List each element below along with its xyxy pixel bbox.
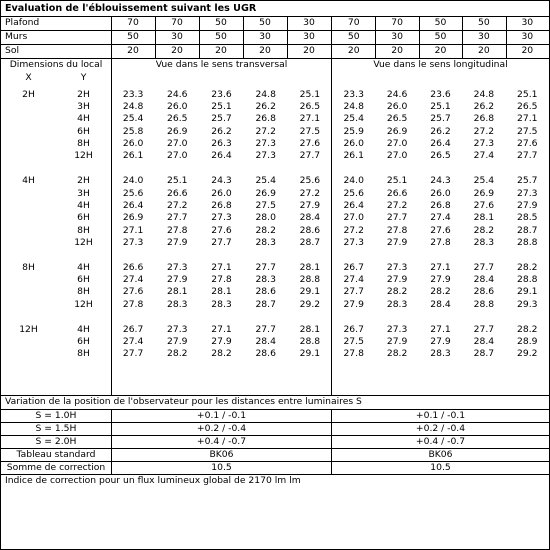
room-y-value: 6H [77,125,90,137]
ugr-longitudinal-value: 26.8 [430,199,451,211]
ugr-transversal-value: 24.8 [255,88,276,100]
ugr-longitudinal-value: 27.9 [430,336,451,347]
ugr-transversal-value: 26.8 [211,199,232,211]
param-value: 50 [434,17,447,29]
ugr-longitudinal-value: 26.8 [473,113,495,125]
param-value: 30 [171,31,183,43]
ugr-longitudinal-value: 27.2 [343,224,364,236]
ugr-transversal-value: 26.1 [122,150,144,162]
variation-longitudinal: +0.2 / -0.4 [415,422,466,434]
ugr-longitudinal-value: 25.1 [430,100,451,112]
room-y-value: 6H [77,212,90,224]
ugr-transversal-value: 25.4 [255,175,276,187]
param-label: Murs [5,31,28,43]
ugr-transversal-value: 27.1 [211,323,232,335]
param-value: 20 [215,45,227,57]
room-x-value: 4H [22,175,35,187]
ugr-longitudinal-value: 24.3 [430,175,451,187]
table-rule [331,16,332,58]
ugr-transversal-value: 27.9 [167,274,188,286]
room-y-value: 12H [74,236,93,248]
param-value: 20 [303,45,315,57]
ugr-longitudinal-value: 28.3 [473,236,495,248]
variation-longitudinal: +0.4 / -0.7 [415,435,466,447]
ugr-transversal-value: 27.1 [211,261,232,273]
ugr-longitudinal-value: 29.1 [517,286,538,298]
ugr-longitudinal-value: 25.6 [343,187,364,199]
ugr-longitudinal-value: 26.2 [430,125,451,137]
ugr-longitudinal-value: 28.8 [517,236,538,248]
correction-transversal: 10.5 [211,461,232,473]
ugr-longitudinal-value: 26.1 [343,150,364,162]
ugr-longitudinal-value: 27.1 [517,113,538,125]
ugr-transversal-value: 28.1 [211,286,232,298]
ugr-transversal-value: 27.9 [211,336,232,347]
param-value: 20 [434,45,447,57]
param-value: 50 [478,17,490,29]
table-rule [462,16,463,58]
room-y-value: 8H [77,224,90,236]
x-label: X [25,72,32,84]
ugr-transversal-value: 28.3 [255,236,276,248]
spacing-label: S = 2.0H [35,435,77,447]
dims-label: Dimensions du local [9,59,103,71]
table-rule [331,58,332,395]
ugr-longitudinal-value: 27.9 [517,199,538,211]
ugr-longitudinal-value: 27.1 [430,261,451,273]
ugr-transversal-value: 26.5 [167,113,188,125]
ugr-transversal-value: 27.3 [122,236,144,248]
ugr-longitudinal-value: 29.2 [517,348,538,360]
ugr-longitudinal-value: 26.4 [343,199,364,211]
ugr-longitudinal-value: 25.1 [517,88,538,100]
ugr-transversal-value: 27.6 [299,137,321,149]
variation-transversal: +0.2 / -0.4 [196,422,247,434]
ugr-transversal-value: 29.1 [299,286,321,298]
ugr-transversal-value: 27.7 [299,150,321,162]
view-longitudinal-label: Vue dans le sens longitudinal [373,59,508,71]
ugr-longitudinal-value: 27.3 [386,261,408,273]
ugr-transversal-value: 26.5 [299,100,321,112]
ugr-longitudinal-value: 28.8 [473,298,495,310]
ugr-transversal-value: 26.3 [211,137,232,149]
ugr-transversal-value: 25.4 [122,113,144,125]
room-y-value: 4H [77,261,90,273]
param-value: 20 [347,45,360,57]
ugr-transversal-value: 28.6 [299,224,321,236]
param-value: 70 [127,17,139,29]
ugr-transversal-value: 29.1 [299,348,321,360]
ugr-transversal-value: 27.2 [167,199,188,211]
ugr-longitudinal-value: 28.4 [473,336,495,347]
ugr-transversal-value: 27.7 [255,323,276,335]
ugr-transversal-value: 28.0 [255,212,276,224]
ugr-transversal-value: 28.2 [167,348,188,360]
ugr-longitudinal-value: 27.3 [386,323,408,335]
room-y-value: 8H [77,286,90,298]
standard-transversal: BK06 [209,448,234,460]
ugr-transversal-value: 28.2 [255,224,276,236]
ugr-longitudinal-value: 29.3 [517,298,538,310]
ugr-transversal-value: 24.3 [211,175,232,187]
spacing-label: S = 1.0H [35,409,77,421]
ugr-longitudinal-value: 28.3 [430,348,451,360]
ugr-transversal-value: 28.8 [299,336,321,347]
ugr-transversal-value: 26.9 [167,125,188,137]
ugr-longitudinal-value: 28.4 [430,298,451,310]
param-value: 30 [303,31,315,43]
table-rule [287,16,288,58]
param-value: 20 [171,45,183,57]
ugr-transversal-value: 27.5 [299,125,321,137]
ugr-longitudinal-value: 26.5 [430,150,451,162]
ugr-transversal-value: 25.1 [211,100,232,112]
room-x-value: 8H [22,261,35,273]
ugr-longitudinal-value: 25.4 [473,175,495,187]
ugr-longitudinal-value: 27.0 [386,150,408,162]
ugr-transversal-value: 28.4 [255,336,276,347]
ugr-longitudinal-value: 27.3 [517,187,538,199]
ugr-longitudinal-value: 27.4 [343,274,364,286]
ugr-longitudinal-value: 27.7 [517,150,538,162]
room-x-value: 12H [19,323,38,335]
ugr-longitudinal-value: 27.9 [386,236,408,248]
footer-note: Indice de correction pour un flux lumineux global de 2170 lm lm [5,475,301,487]
ugr-longitudinal-value: 24.8 [343,100,364,112]
ugr-longitudinal-value: 28.2 [473,224,495,236]
ugr-transversal-value: 27.1 [299,113,321,125]
ugr-longitudinal-value: 28.1 [473,212,495,224]
ugr-longitudinal-value: 27.8 [386,224,408,236]
ugr-transversal-value: 26.0 [211,187,232,199]
variation-transversal: +0.4 / -0.7 [196,435,247,447]
ugr-transversal-value: 27.3 [167,261,188,273]
ugr-longitudinal-value: 27.7 [386,212,408,224]
room-y-value: 4H [77,323,90,335]
ugr-longitudinal-value: 24.0 [343,175,364,187]
ugr-transversal-value: 27.0 [167,137,188,149]
ugr-transversal-value: 27.8 [122,298,144,310]
ugr-longitudinal-value: 27.7 [473,323,495,335]
ugr-longitudinal-value: 28.2 [386,348,408,360]
ugr-transversal-value: 25.6 [299,175,321,187]
ugr-transversal-value: 28.7 [255,298,276,310]
ugr-transversal-value: 27.9 [167,236,188,248]
ugr-transversal-value: 28.6 [255,348,276,360]
ugr-transversal-value: 26.4 [122,199,144,211]
ugr-longitudinal-value: 27.0 [386,137,408,149]
standard-longitudinal: BK06 [428,448,453,460]
ugr-transversal-value: 28.2 [211,348,232,360]
ugr-transversal-value: 25.8 [122,125,144,137]
ugr-transversal-value: 24.0 [122,175,144,187]
ugr-longitudinal-value: 25.9 [343,125,364,137]
ugr-transversal-value: 27.9 [299,199,321,211]
ugr-transversal-value: 26.6 [167,187,188,199]
room-y-value: 2H [77,175,90,187]
ugr-transversal-value: 27.2 [299,187,321,199]
param-value: 70 [347,17,360,29]
ugr-longitudinal-value: 27.9 [343,298,364,310]
ugr-longitudinal-value: 26.5 [386,113,408,125]
room-y-value: 12H [74,298,93,310]
ugr-transversal-value: 26.6 [122,261,144,273]
ugr-longitudinal-value: 27.9 [386,274,408,286]
ugr-longitudinal-value: 27.5 [517,125,538,137]
room-y-value: 6H [77,274,90,286]
ugr-longitudinal-value: 26.6 [386,187,408,199]
ugr-transversal-value: 27.3 [255,150,276,162]
param-value: 50 [434,31,447,43]
table-rule [199,16,200,58]
ugr-longitudinal-value: 26.0 [386,100,408,112]
ugr-longitudinal-value: 28.2 [517,323,538,335]
ugr-transversal-value: 24.6 [167,88,188,100]
ugr-transversal-value: 26.9 [255,187,276,199]
ugr-longitudinal-value: 27.9 [386,336,408,347]
param-value: 70 [171,17,183,29]
ugr-longitudinal-value: 26.9 [473,187,495,199]
room-y-value: 3H [77,187,90,199]
ugr-longitudinal-value: 26.5 [517,100,538,112]
view-transversal-label: Vue dans le sens transversal [155,59,288,71]
param-value: 30 [478,31,490,43]
ugr-transversal-value: 29.2 [299,298,321,310]
ugr-longitudinal-value: 28.9 [517,336,538,347]
ugr-longitudinal-value: 27.8 [343,348,364,360]
ugr-longitudinal-value: 28.2 [430,286,451,298]
table-rule [111,16,112,58]
ugr-longitudinal-value: 28.5 [517,212,538,224]
param-value: 20 [259,45,271,57]
ugr-longitudinal-value: 28.3 [386,298,408,310]
ugr-longitudinal-value: 28.6 [473,286,495,298]
ugr-longitudinal-value: 28.4 [473,274,495,286]
variation-longitudinal: +0.1 / -0.1 [415,409,466,421]
correction-longitudinal: 10.5 [430,461,451,473]
ugr-transversal-value: 28.1 [299,323,321,335]
ugr-transversal-value: 28.3 [167,298,188,310]
ugr-longitudinal-value: 25.7 [430,113,451,125]
room-y-value: 4H [77,199,90,211]
ugr-longitudinal-value: 25.7 [517,175,538,187]
room-y-value: 4H [77,113,90,125]
ugr-transversal-value: 25.7 [211,113,232,125]
table-rule [111,58,112,395]
param-value: 30 [303,17,315,29]
ugr-longitudinal-value: 27.0 [343,212,364,224]
room-y-value: 8H [77,348,90,360]
ugr-longitudinal-value: 26.2 [473,100,495,112]
ugr-transversal-value: 28.3 [255,274,276,286]
ugr-longitudinal-value: 27.7 [343,286,364,298]
ugr-transversal-value: 27.1 [122,224,144,236]
ugr-transversal-value: 24.8 [122,100,144,112]
room-y-value: 3H [77,100,90,112]
ugr-longitudinal-value: 27.5 [343,336,364,347]
ugr-transversal-value: 27.5 [255,199,276,211]
spacing-label: S = 1.5H [35,422,77,434]
ugr-longitudinal-value: 28.8 [517,274,538,286]
table-rule [111,409,112,474]
ugr-transversal-value: 27.7 [211,236,232,248]
param-value: 20 [127,45,139,57]
ugr-longitudinal-value: 28.2 [386,286,408,298]
param-label: Sol [5,45,20,57]
ugr-longitudinal-value: 27.7 [473,261,495,273]
ugr-transversal-value: 28.4 [299,212,321,224]
ugr-transversal-value: 27.4 [122,336,144,347]
ugr-longitudinal-value: 28.7 [473,348,495,360]
ugr-longitudinal-value: 25.4 [343,113,364,125]
table-rule [419,16,420,58]
ugr-transversal-value: 26.0 [122,137,144,149]
ugr-longitudinal-value: 27.8 [430,236,451,248]
ugr-longitudinal-value: 27.1 [430,323,451,335]
param-value: 20 [521,45,534,57]
ugr-transversal-value: 25.1 [167,175,188,187]
page-title: Evaluation de l'éblouissement suivant les UGR [5,2,257,14]
ugr-transversal-value: 27.9 [167,336,188,347]
ugr-transversal-value: 28.7 [299,236,321,248]
ugr-longitudinal-value: 24.8 [473,88,495,100]
table-rule [506,16,507,58]
ugr-longitudinal-value: 27.2 [473,125,495,137]
ugr-longitudinal-value: 28.2 [517,261,538,273]
ugr-transversal-value: 26.2 [211,125,232,137]
param-value: 30 [391,31,403,43]
param-value: 50 [215,17,227,29]
ugr-transversal-value: 27.3 [255,137,276,149]
table-rule [155,16,156,58]
ugr-transversal-value: 27.2 [255,125,276,137]
ugr-longitudinal-value: 25.1 [386,175,408,187]
ugr-longitudinal-value: 27.4 [430,212,451,224]
table-rule [243,16,244,58]
room-x-value: 2H [22,88,35,100]
ugr-transversal-value: 27.3 [167,323,188,335]
param-value: 50 [347,31,360,43]
ugr-transversal-value: 28.8 [299,274,321,286]
ugr-longitudinal-value: 26.4 [430,137,451,149]
room-y-value: 6H [77,336,90,347]
param-value: 30 [521,17,534,29]
ugr-transversal-value: 26.2 [255,100,276,112]
ugr-transversal-value: 26.0 [167,100,188,112]
room-y-value: 2H [77,88,90,100]
param-value: 50 [259,17,271,29]
correction-label: Somme de correction [6,461,106,473]
ugr-longitudinal-value: 27.2 [386,199,408,211]
ugr-longitudinal-value: 24.6 [386,88,408,100]
ugr-transversal-value: 28.1 [167,286,188,298]
ugr-transversal-value: 23.3 [122,88,144,100]
ugr-longitudinal-value: 28.7 [517,224,538,236]
ugr-longitudinal-value: 26.7 [343,261,364,273]
ugr-longitudinal-value: 26.7 [343,323,364,335]
ugr-transversal-value: 28.6 [255,286,276,298]
ugr-longitudinal-value: 27.3 [343,236,364,248]
param-value: 20 [391,45,403,57]
ugr-transversal-value: 27.4 [122,274,144,286]
ugr-transversal-value: 27.7 [122,348,144,360]
room-y-value: 8H [77,137,90,149]
ugr-transversal-value: 27.7 [167,212,188,224]
variation-label: Variation de la position de l'observateur pour les distances entre luminaires S [5,396,362,408]
ugr-transversal-value: 28.1 [299,261,321,273]
ugr-longitudinal-value: 27.6 [517,137,538,149]
ugr-transversal-value: 27.8 [167,224,188,236]
ugr-transversal-value: 28.3 [211,298,232,310]
param-value: 50 [127,31,139,43]
ugr-longitudinal-value: 26.9 [386,125,408,137]
ugr-longitudinal-value: 27.4 [473,150,495,162]
ugr-transversal-value: 26.8 [255,113,276,125]
ugr-longitudinal-value: 27.6 [430,224,451,236]
ugr-transversal-value: 27.6 [211,224,232,236]
param-value: 50 [215,31,227,43]
ugr-longitudinal-value: 23.3 [343,88,364,100]
ugr-transversal-value: 25.6 [122,187,144,199]
ugr-transversal-value: 26.7 [122,323,144,335]
ugr-longitudinal-value: 26.0 [343,137,364,149]
variation-transversal: +0.1 / -0.1 [196,409,247,421]
table-rule [331,409,332,474]
ugr-longitudinal-value: 26.0 [430,187,451,199]
param-value: 30 [259,31,271,43]
ugr-longitudinal-value: 27.6 [473,199,495,211]
param-value: 30 [521,31,534,43]
param-value: 70 [391,17,403,29]
standard-label: Tableau standard [16,448,96,460]
ugr-transversal-value: 27.7 [255,261,276,273]
ugr-longitudinal-value: 27.9 [430,274,451,286]
y-label: Y [80,72,87,84]
param-label: Plafond [5,17,40,29]
ugr-transversal-value: 27.6 [122,286,144,298]
ugr-longitudinal-value: 27.3 [473,137,495,149]
ugr-longitudinal-value: 23.6 [430,88,451,100]
ugr-transversal-value: 27.3 [211,212,232,224]
ugr-transversal-value: 26.9 [122,212,144,224]
ugr-transversal-value: 27.0 [167,150,188,162]
param-value: 20 [478,45,490,57]
ugr-transversal-value: 23.6 [211,88,232,100]
table-rule [375,16,376,58]
room-y-value: 12H [74,150,93,162]
ugr-transversal-value: 27.8 [211,274,232,286]
ugr-transversal-value: 26.4 [211,150,232,162]
ugr-transversal-value: 25.1 [299,88,321,100]
